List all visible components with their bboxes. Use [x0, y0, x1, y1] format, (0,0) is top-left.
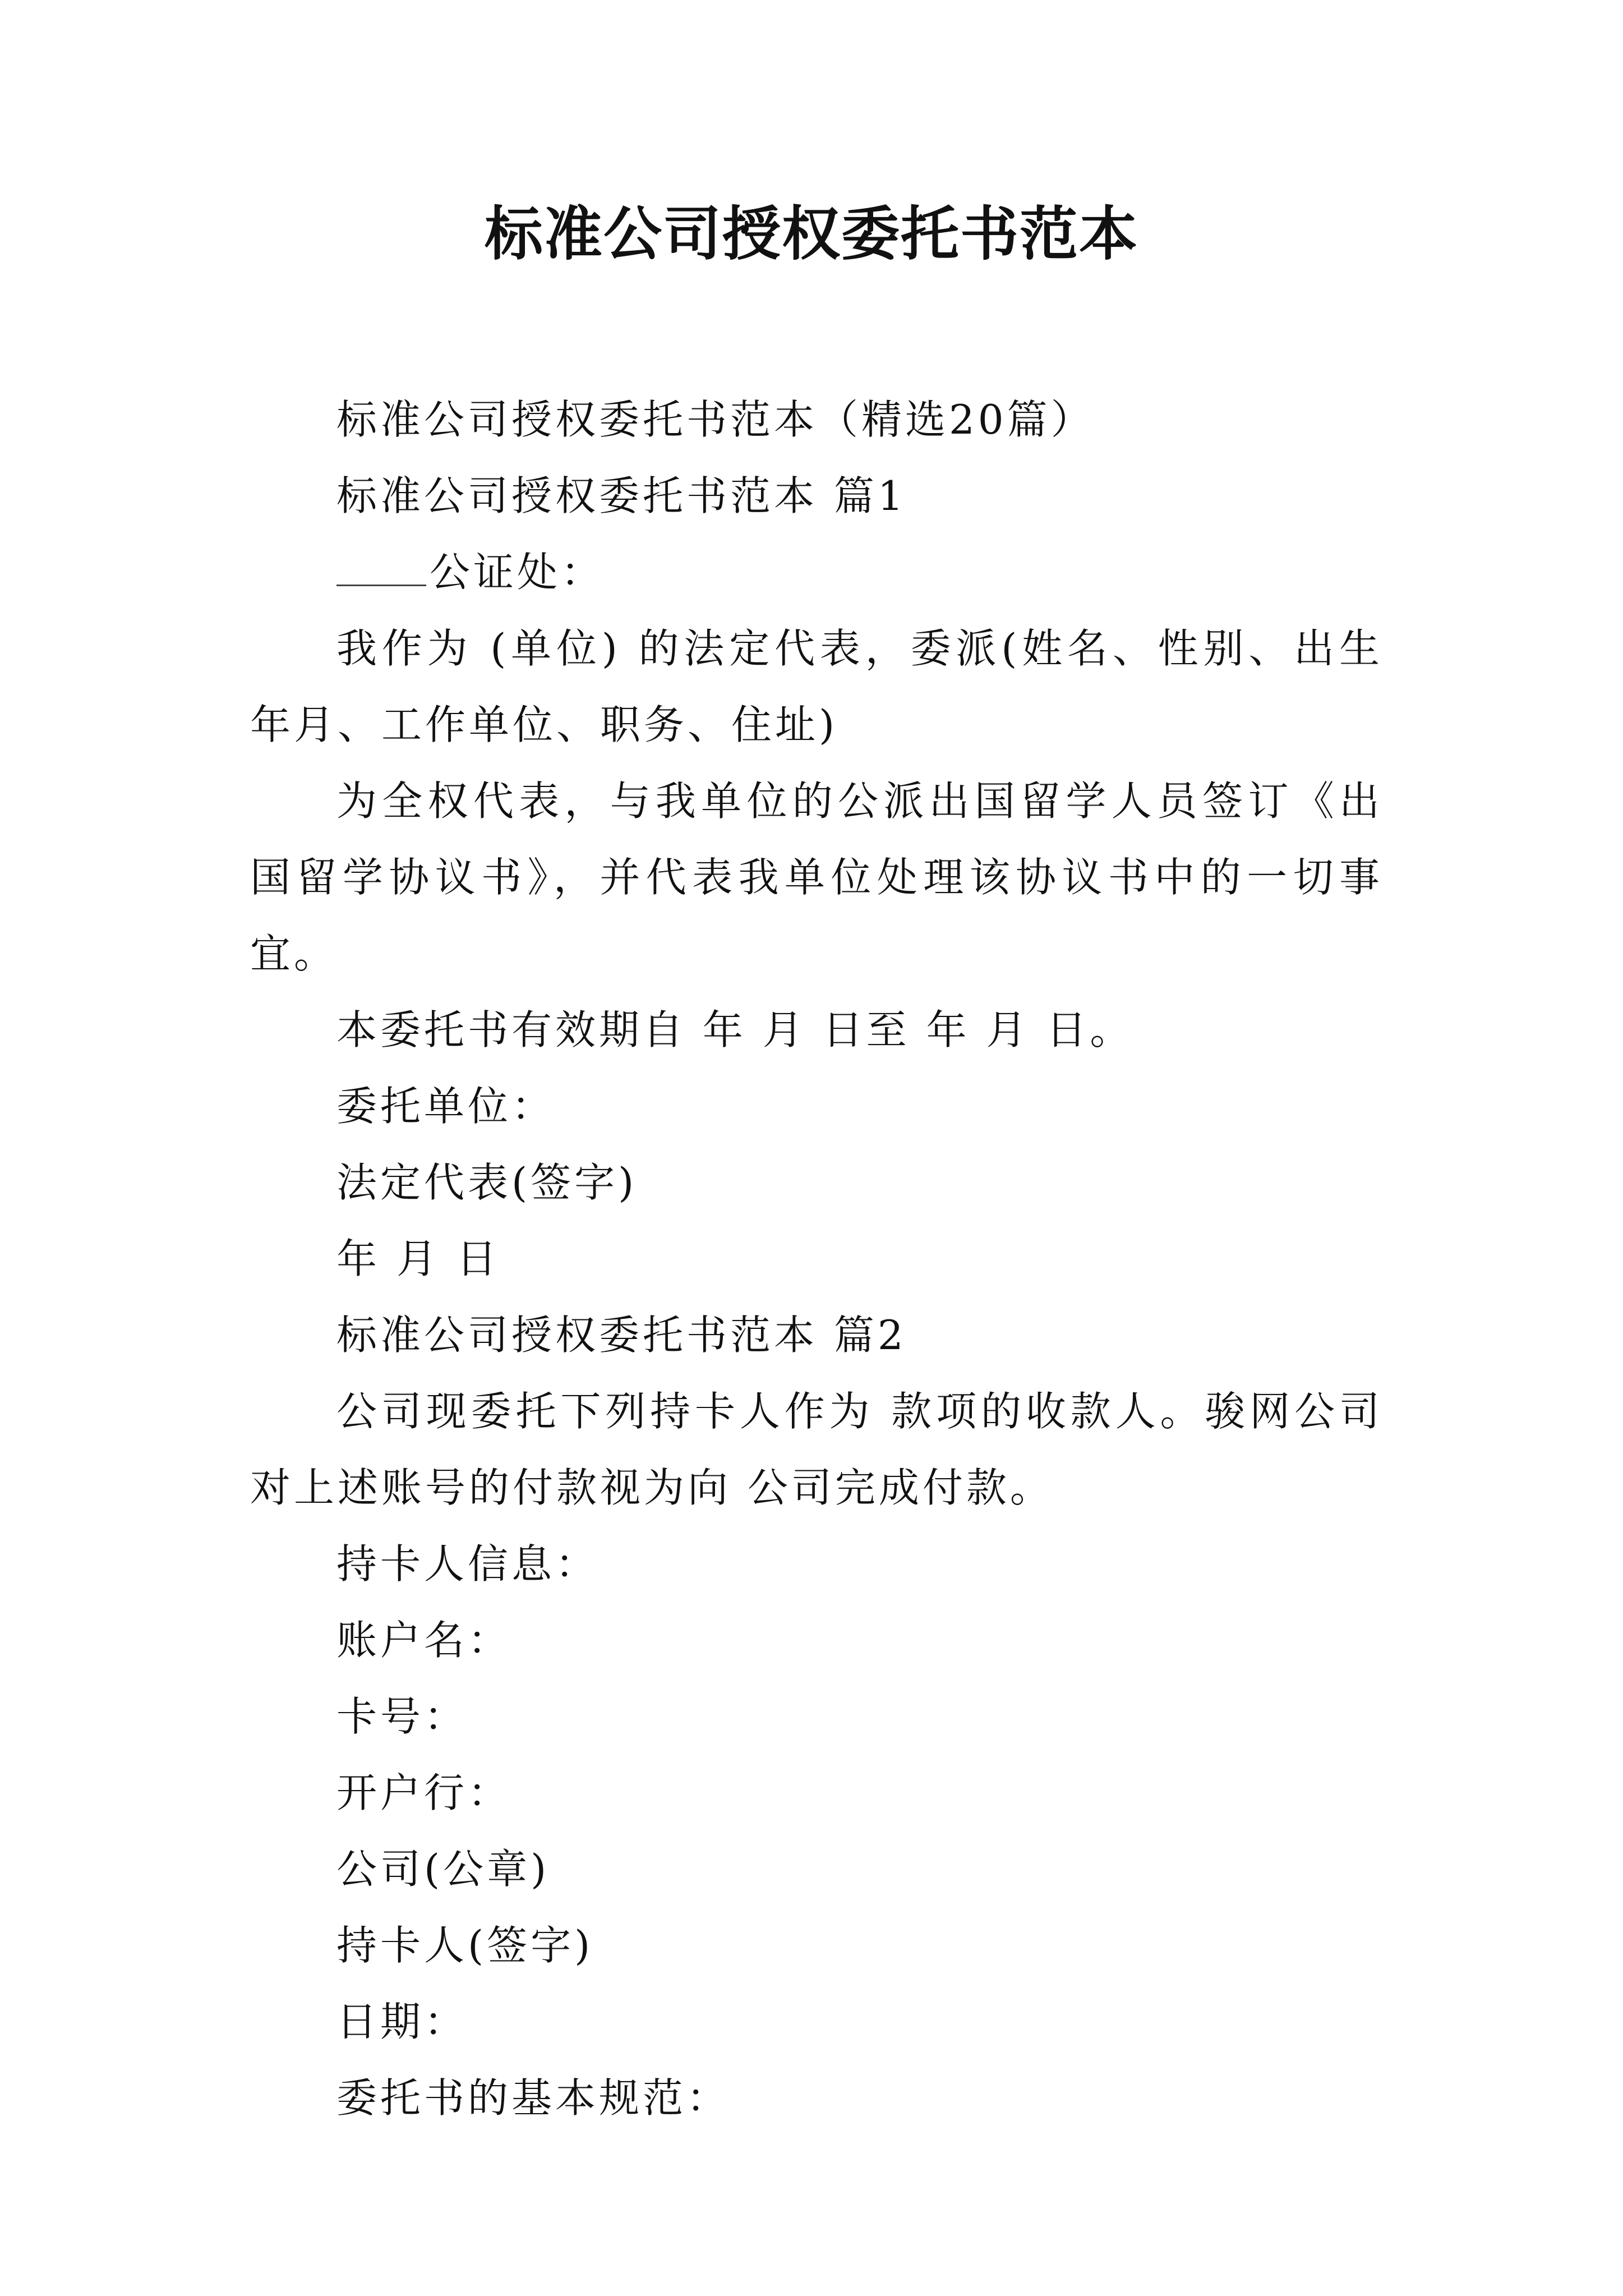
paragraph-authority: 为全权代表，与我单位的公派出国留学人员签订《出国留学协议书》，并代表我单位处理该协议书中的一切事宜。	[250, 777, 1383, 977]
section-heading-2: 标准公司授权委托书范本 篇2	[336, 1312, 907, 1359]
account-name-line: 账户名：	[336, 1617, 512, 1664]
entrusting-unit-line: 委托单位：	[336, 1083, 556, 1130]
basic-norms-line: 委托书的基本规范：	[336, 2074, 731, 2122]
cardholder-info-line: 持卡人信息：	[336, 1540, 600, 1588]
company-seal-line: 公司(公章)	[336, 1846, 550, 1893]
card-number-line: 卡号：	[336, 1693, 468, 1740]
paragraph-payee: 公司现委托下列持卡人作为 款项的收款人。骏网公司对上述账号的付款视为向 公司完成付款。	[250, 1388, 1383, 1511]
document-title: 标准公司授权委托书范本	[484, 199, 1138, 268]
cardholder-signature-line: 持卡人(签字)	[336, 1922, 594, 1969]
notary-office-line	[250, 534, 1383, 610]
date-label-line: 日期：	[336, 1998, 468, 2045]
paragraph-delegation: 我作为 (单位) 的法定代表，委派(姓名、性别、出生年月、工作单位、职务、住址)	[250, 625, 1383, 748]
document-body	[250, 381, 1383, 2136]
paragraph-validity: 本委托书有效期自 年 月 日至 年 月 日。	[336, 1006, 1134, 1053]
legal-rep-signature-line: 法定代表(签字)	[336, 1159, 638, 1206]
section-heading-1: 标准公司授权委托书范本 篇1	[336, 472, 907, 519]
blank-underline	[336, 545, 426, 586]
paragraph-subtitle: 标准公司授权委托书范本（精选20篇）	[336, 396, 1095, 443]
bank-line: 开户行：	[336, 1769, 512, 1816]
date-line: 年 月 日	[336, 1235, 500, 1282]
notary-office-label: 公证处：	[430, 549, 605, 596]
